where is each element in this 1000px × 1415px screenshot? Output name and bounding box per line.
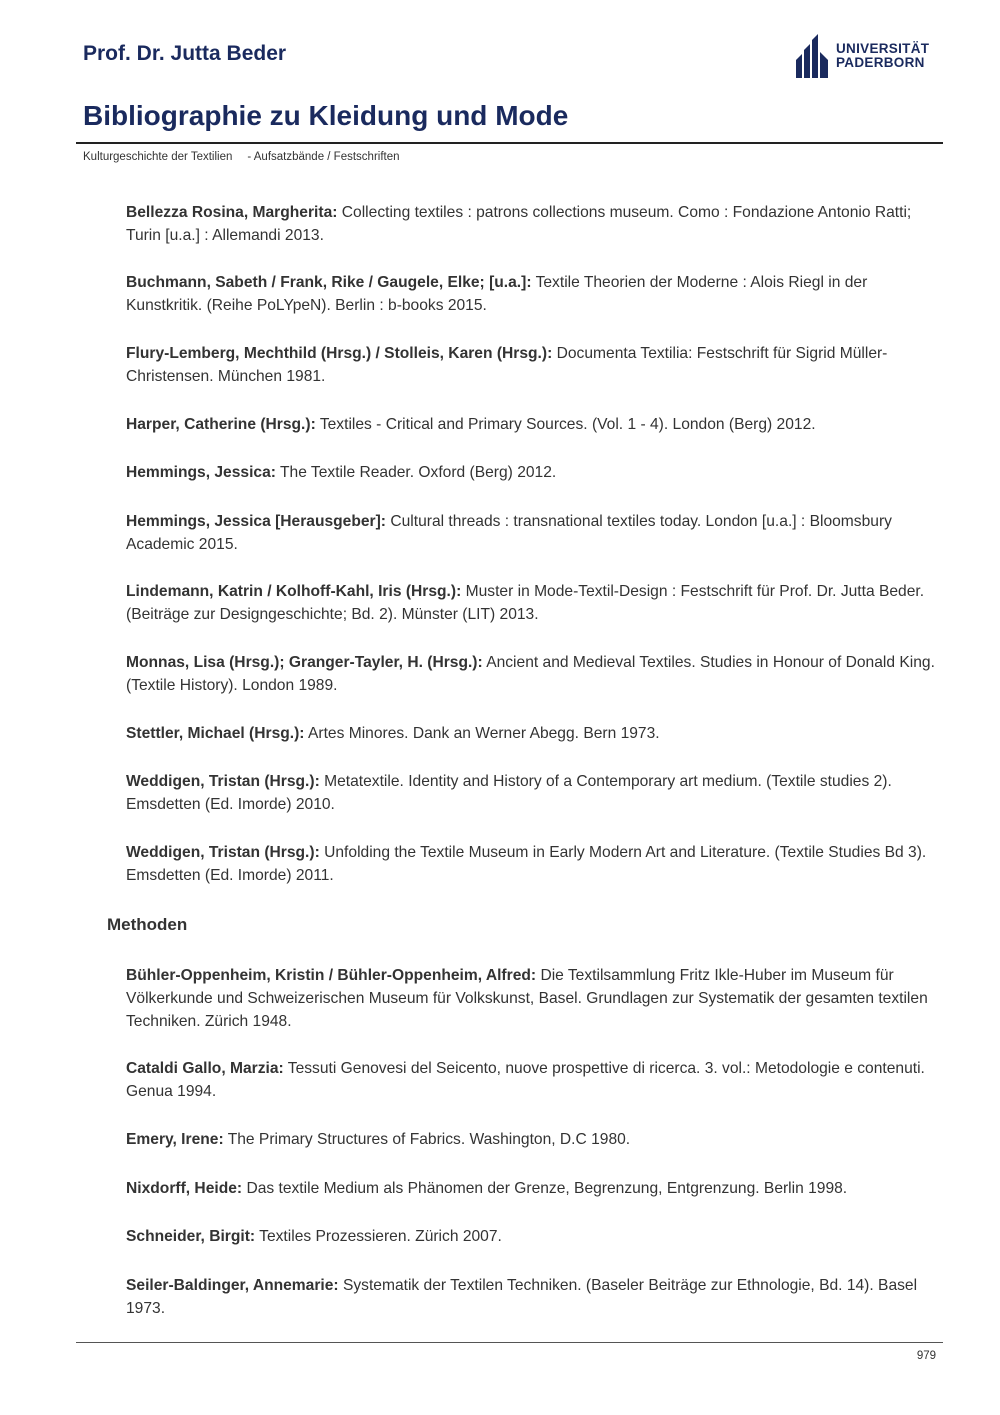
bibliography-entry: [126, 964, 936, 1033]
entry-text: Textiles - Critical and Primary Sources. (Vol. 1 - 4). London (Berg) 2012.: [319, 416, 816, 433]
breadcrumb-subcategory: - Aufsatzbände / Festschriften: [247, 151, 400, 163]
entry-author: Buchmann, Sabeth / Frank, Rike / Gaugele, Elke; [u.a.]:: [126, 274, 532, 291]
section-heading-methoden: Methoden: [107, 915, 188, 934]
breadcrumb: [83, 151, 400, 163]
bibliography-entry: [126, 1177, 936, 1200]
entry-author: Weddigen, Tristan (Hrsg.):: [126, 844, 320, 861]
bibliography-entry: [126, 1057, 936, 1103]
logo-line1: UNIVERSITÄT: [836, 41, 930, 56]
entry-text: Systematik der Textilen Techniken. (Baseler Beiträge zur Ethnologie, Bd. 14). Basel 1973.: [126, 1277, 918, 1317]
entry-author: Emery, Irene:: [126, 1131, 224, 1148]
entry-text: Documenta Textilia: Festschrift für Sigrid Müller-Christensen. München 1981.: [126, 345, 888, 385]
bibliography-entry: [126, 271, 936, 317]
logo-line2: PADERBORN: [836, 55, 925, 70]
bibliography-entry: [126, 510, 936, 556]
title-divider: [76, 142, 943, 144]
entry-author: Flury-Lemberg, Mechthild (Hrsg.) / Stolleis, Karen (Hrsg.):: [126, 345, 553, 362]
bibliography-entry: [126, 722, 936, 745]
document-title: Bibliographie zu Kleidung und Mode: [83, 100, 569, 131]
entry-text: Tessuti Genovesi del Seicento, nuove prospettive di ricerca. 3. vol.: Metodologie e contenuti. Genua 1994.: [126, 1060, 925, 1100]
entry-author: Nixdorff, Heide:: [126, 1180, 243, 1197]
entry-author: Stettler, Michael (Hrsg.):: [126, 725, 305, 742]
entry-author: Hemmings, Jessica:: [126, 464, 276, 481]
bibliography-entry: [126, 1274, 936, 1320]
entry-text: Das textile Medium als Phänomen der Grenze, Begrenzung, Entgrenzung. Berlin 1998.: [246, 1180, 848, 1197]
entry-author: Bellezza Rosina, Margherita:: [126, 204, 338, 221]
bibliography-entry: [126, 413, 936, 436]
bibliography-entry: [126, 651, 936, 697]
bibliography-entry: [126, 461, 936, 484]
entry-text: Die Textilsammlung Fritz Ikle-Huber im Museum für Völkerkunde und Schweizerischen Museum für Volkskunst, Basel. Grundlagen zur Systematik der gesamten textilen Techniken. Zürich 1948.: [126, 967, 928, 1030]
bibliography-entry: [126, 1225, 936, 1248]
entry-text: Textiles Prozessieren. Zürich 2007.: [259, 1228, 502, 1245]
breadcrumb-category: Kulturgeschichte der Textilien: [83, 151, 233, 163]
footer-divider: [76, 1342, 943, 1343]
bibliography-entry: [126, 770, 936, 816]
bibliography-entry: [126, 1128, 936, 1151]
entry-author: Seiler-Baldinger, Annemarie:: [126, 1277, 339, 1294]
bibliography-entry: [126, 201, 936, 247]
entry-text: Metatextile. Identity and History of a Contemporary art medium. (Textile studies 2). Emsdetten (Ed. Imorde) 2010.: [126, 773, 892, 813]
bibliography-entry: [126, 580, 936, 626]
entry-text: The Textile Reader. Oxford (Berg) 2012.: [280, 464, 557, 481]
university-paderborn-logo-icon: [794, 32, 830, 80]
author-name: Prof. Dr. Jutta Beder: [83, 42, 287, 65]
entry-text: Collecting textiles : patrons collections museum. Como : Fondazione Antonio Ratti; Turin [u.a.] : Allemandi 2013.: [126, 204, 912, 244]
entry-text: Cultural threads : transnational textiles today. London [u.a.] : Bloomsbury Academic 2015.: [126, 513, 892, 553]
entry-author: Lindemann, Katrin / Kolhoff-Kahl, Iris (Hrsg.):: [126, 583, 462, 600]
bibliography-entry: [126, 342, 936, 388]
entry-author: Weddigen, Tristan (Hrsg.):: [126, 773, 320, 790]
university-logo: [794, 32, 929, 80]
entry-text: Unfolding the Textile Museum in Early Modern Art and Literature. (Textile Studies Bd 3). Emsdetten (Ed. Imorde) 2011.: [126, 844, 927, 884]
entry-text: The Primary Structures of Fabrics. Washington, D.C 1980.: [227, 1131, 631, 1148]
entry-text: Muster in Mode-Textil-Design : Festschrift für Prof. Dr. Jutta Beder. (Beiträge zur Designgeschichte; Bd. 2). Münster (LIT) 2013.: [126, 583, 925, 623]
bibliography-entry: [126, 841, 936, 887]
entry-author: Schneider, Birgit:: [126, 1228, 256, 1245]
entry-author: Bühler-Oppenheim, Kristin / Bühler-Oppenheim, Alfred:: [126, 967, 537, 984]
entry-author: Monnas, Lisa (Hrsg.); Granger-Tayler, H. (Hrsg.):: [126, 654, 483, 671]
entry-author: Hemmings, Jessica [Herausgeber]:: [126, 513, 386, 530]
entry-text: Textile Theorien der Moderne : Alois Riegl in der Kunstkritik. (Reihe PoLYpeN). Berlin : b-books 2015.: [126, 274, 868, 314]
entry-author: Harper, Catherine (Hrsg.):: [126, 416, 316, 433]
page-number: 979: [916, 1350, 936, 1362]
entry-text: Ancient and Medieval Textiles. Studies in Honour of Donald King. (Textile History). London 1989.: [126, 654, 935, 694]
entry-text: Artes Minores. Dank an Werner Abegg. Bern 1973.: [307, 725, 660, 742]
entry-author: Cataldi Gallo, Marzia:: [126, 1060, 284, 1077]
